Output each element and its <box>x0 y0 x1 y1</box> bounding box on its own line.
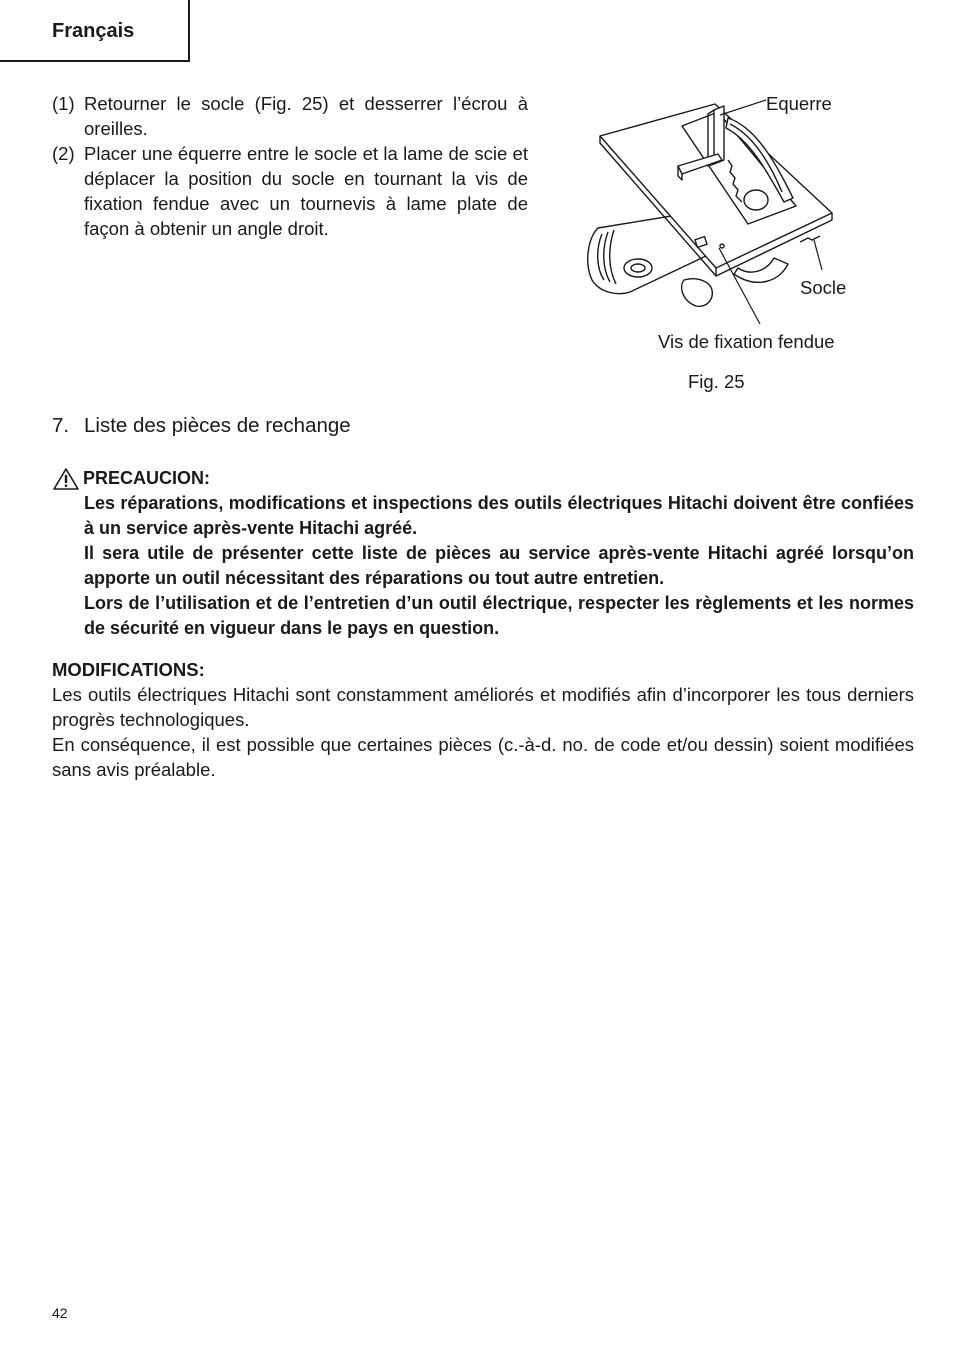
caution-paragraph: Lors de l’utilisation et de l’entretien d’un outil électrique, respecter les règlements et les normes de sécurité en vigueur dans le pays en question. <box>84 593 914 638</box>
label-equerre: Equerre <box>766 93 832 114</box>
section-title-text: Liste des pièces de rechange <box>84 414 351 437</box>
modifications-paragraph: Les outils électriques Hitachi sont constamment améliorés et modifiés afin d’incorporer les tous derniers progrès technologiques. <box>52 684 914 730</box>
step-text: Retourner le socle (Fig. 25) et desserrer l’écrou à oreilles. <box>84 93 528 139</box>
section-heading <box>52 414 351 438</box>
modifications-paragraph: En conséquence, il est possible que certaines pièces (c.-à-d. no. de code et/ou dessin) soient modifiées sans avis préalable. <box>52 734 914 780</box>
caution-paragraph: Il sera utile de présenter cette liste de pièces au service après-vente Hitachi agréé lorsqu’on apporte un outil nécessitant des réparations ou tout autre entretien. <box>84 543 914 588</box>
language-tab <box>0 0 190 62</box>
warning-triangle-icon <box>52 467 80 491</box>
step-number: (2) <box>52 143 75 164</box>
page-number: 42 <box>52 1305 68 1321</box>
caution-heading-row <box>52 466 914 491</box>
section-number: 7. <box>52 414 70 437</box>
step-2 <box>52 141 528 241</box>
language-label: Français <box>52 20 135 42</box>
modifications-block <box>52 657 914 782</box>
caution-paragraph: Les réparations, modifications et inspections des outils électriques Hitachi doivent être confiées à un service après-vente Hitachi agréé. <box>84 493 914 538</box>
caution-body <box>52 491 914 641</box>
step-number: (1) <box>52 93 75 114</box>
caution-heading: PRECAUCION: <box>83 468 211 488</box>
caution-block <box>52 466 914 641</box>
figure-caption: Fig. 25 <box>688 371 745 392</box>
step-1 <box>52 91 528 141</box>
label-socle: Socle <box>800 277 847 298</box>
step-text: Placer une équerre entre le socle et la lame de scie et déplacer la position du socle en tournant la vis de fixation fendue avec un tournevis à lame plate de façon à obtenir un angle droit. <box>84 143 528 239</box>
instruction-steps <box>52 91 528 241</box>
label-vis-de-fixation: Vis de fixation fendue <box>658 331 835 352</box>
figure-25 <box>578 88 888 398</box>
modifications-heading: MODIFICATIONS: <box>52 659 205 680</box>
